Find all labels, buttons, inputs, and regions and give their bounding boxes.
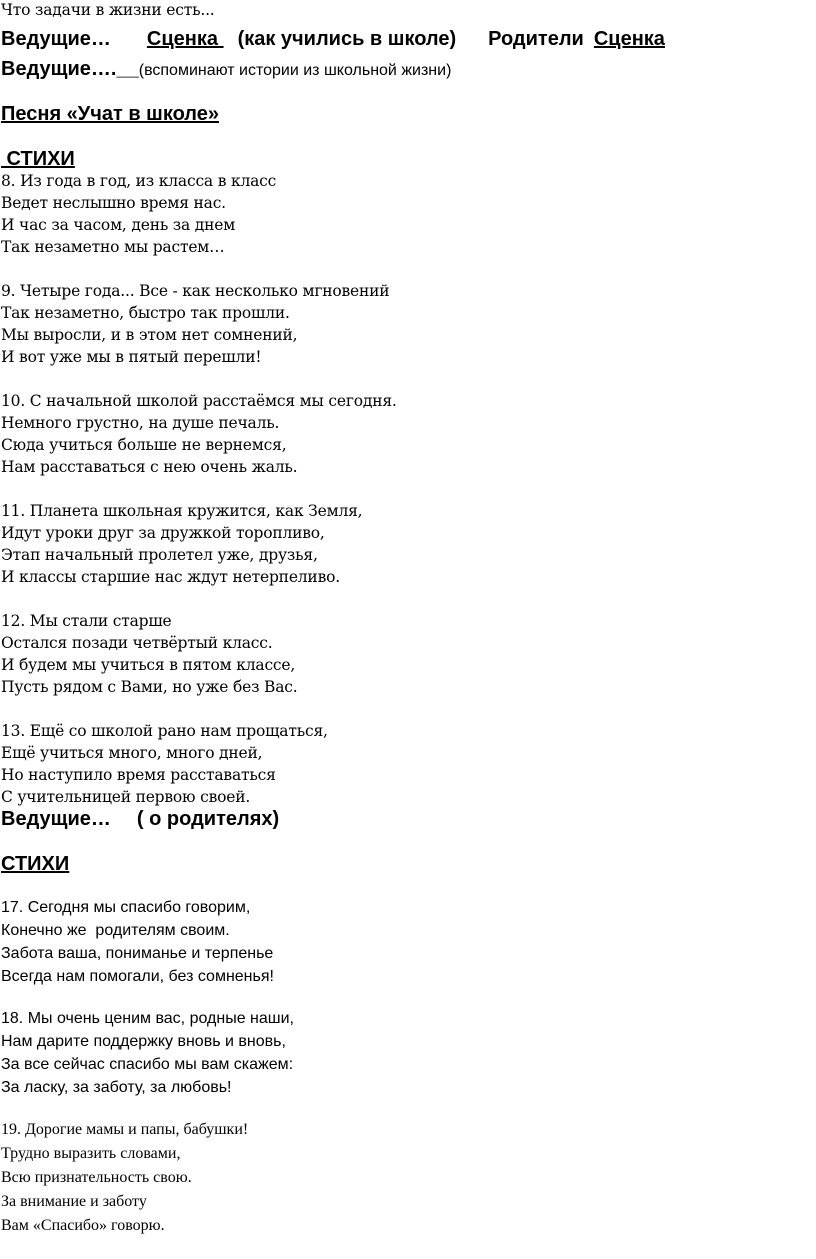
hosts-header-2: [1, 58, 451, 81]
hosts-label-2: Ведущие….: [1, 58, 117, 80]
poem-line: Идут уроки друг за дружкой торопливо,: [1, 524, 325, 542]
poem-line: И будем мы учиться в пятом классе,: [1, 656, 296, 674]
poem-line: Трудно выразить словами,: [1, 1145, 181, 1162]
poem-line: Остался позади четвёртый класс.: [1, 634, 273, 652]
parents-label: Родители: [488, 28, 584, 50]
poem-line: И классы старшие нас ждут нетерпеливо.: [1, 568, 340, 586]
poem-line: Ещё учиться много, много дней,: [1, 744, 263, 762]
poem-line: 10. С начальной школой расстаёмся мы сегодня.: [1, 392, 397, 410]
poem-line: Всегда нам помогали, без сомненья!: [1, 968, 274, 985]
hosts-header-3: [1, 808, 279, 831]
poem-line: И час за часом, день за днем: [1, 216, 236, 234]
blank-line: __: [116, 58, 139, 80]
poem-line: Нам дарите поддержку вновь и вновь,: [1, 1033, 286, 1050]
scene-label-1: Сценка: [146, 28, 224, 50]
poem-line: Но наступило время расставаться: [1, 766, 276, 784]
poem-line: Конечно же родителям своим.: [1, 922, 230, 939]
poems-heading-2: СТИХИ: [1, 853, 70, 875]
poem-line: 11. Планета школьная кружится, как Земля,: [1, 502, 363, 520]
hosts-header-1: [1, 28, 665, 51]
poem-line: 19. Дорогие мамы и папы, бабушки!: [1, 1121, 249, 1138]
poem-line: Так незаметно, быстро так прошли.: [1, 304, 290, 322]
poem-line: 9. Четыре года... Все - как несколько мгновений: [1, 282, 390, 300]
poem-line: И вот уже мы в пятый перешли!: [1, 348, 262, 366]
poem-line: Всю признательность свою.: [1, 1169, 192, 1186]
poem-line: За все сейчас спасибо мы вам скажем:: [1, 1056, 294, 1073]
poem-line: Вам «Спасибо» говорю.: [1, 1217, 165, 1234]
poem-line: За ласку, за заботу, за любовь!: [1, 1079, 232, 1096]
hosts-label: Ведущие…: [1, 28, 111, 50]
poem-line: Мы выросли, и в этом нет сомнений,: [1, 326, 298, 344]
poem-line: Забота ваша, пониманье и терпенье: [1, 945, 274, 962]
poem-line: 12. Мы стали старше: [1, 612, 172, 630]
intro-line: Что задачи в жизни есть...: [1, 1, 215, 19]
poem-line: С учительницей первою своей.: [1, 788, 251, 806]
poem-line: Немного грустно, на душе печаль.: [1, 414, 280, 432]
poem-line: 18. Мы очень ценим вас, родные наши,: [1, 1010, 294, 1027]
poem-line: Сюда учиться больше не вернемся,: [1, 436, 287, 454]
scene-label-2: Сценка: [593, 28, 665, 50]
poem-line: Пусть рядом с Вами, но уже без Вас.: [1, 678, 298, 696]
poem-line: 8. Из года в год, из класса в класс: [1, 172, 277, 190]
poem-line: 17. Сегодня мы спасибо говорим,: [1, 899, 251, 916]
poem-line: За внимание и заботу: [1, 1193, 147, 1210]
poem-line: Ведет неслышно время нас.: [1, 194, 226, 212]
about-parents: ( о родителях): [136, 808, 280, 830]
poem-line: Нам расставаться с нею очень жаль.: [1, 458, 298, 476]
song-title: Песня «Учат в школе»: [1, 103, 219, 125]
hosts-label-3: Ведущие…: [1, 808, 111, 830]
hosts-note: (вспоминают истории из школьной жизни): [138, 62, 452, 79]
poem-line: 13. Ещё со школой рано нам прощаться,: [1, 722, 328, 740]
poem-line: Этап начальный пролетел уже, друзья,: [1, 546, 318, 564]
poems-heading-1: СТИХИ: [1, 148, 75, 170]
poem-line: Так незаметно мы растем…: [1, 238, 225, 256]
school-scene-title: (как учились в школе): [237, 28, 457, 50]
